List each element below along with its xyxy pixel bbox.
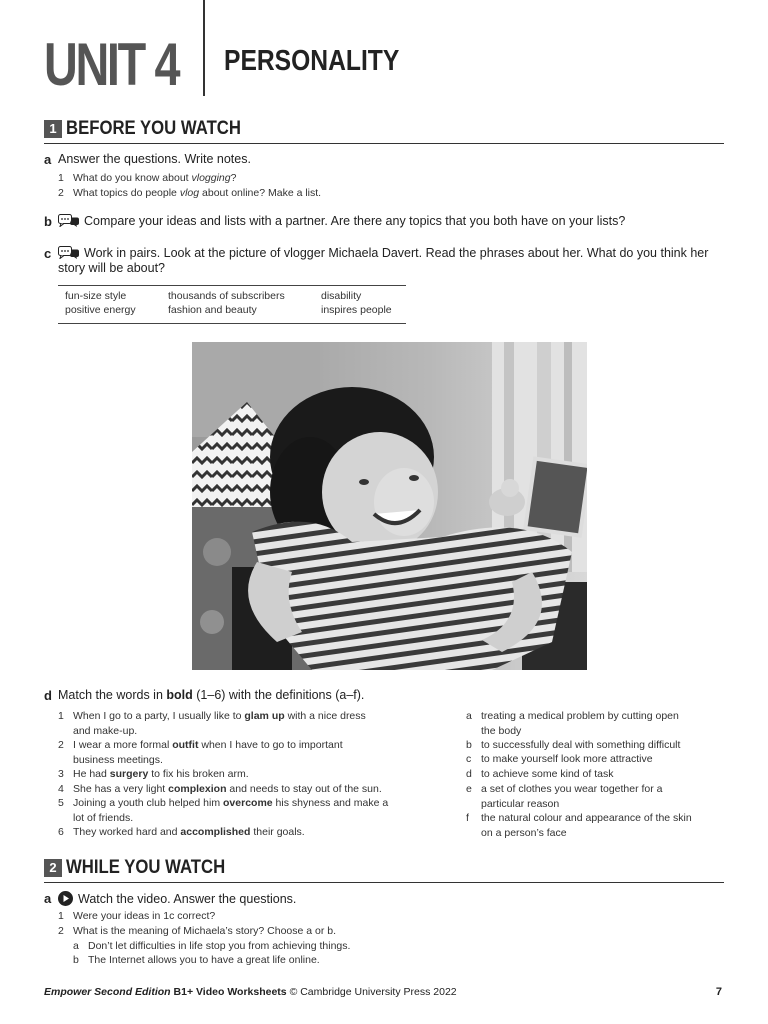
phrase: fashion and beauty <box>168 304 257 316</box>
phrase: fun-size style <box>65 290 127 302</box>
exercise-1c-instruction-cont: story will be about? <box>58 261 166 275</box>
phrase: positive energy <box>65 304 136 316</box>
exercise-1a-question-2: 2 What topics do people vlog about online? Make a list. <box>58 187 322 199</box>
exercise-2a-question-1: 1 Were your ideas in 1c correct? <box>58 910 216 922</box>
exercise-2a-letter: a <box>44 891 52 906</box>
page-number: 7 <box>715 986 722 998</box>
header-divider <box>203 0 205 96</box>
exercise-1a-question-1: 1 What do you know about vlogging? <box>58 172 237 184</box>
phrase: inspires people <box>321 304 392 316</box>
phrases-table <box>58 285 406 324</box>
exercise-2a-question-2: 2 What is the meaning of Michaela’s story? Choose a or b. <box>58 925 337 937</box>
section-1-heading <box>44 117 724 144</box>
exercise-1c-instruction: Work in pairs. Look at the picture of vlogger Michaela Davert. Read the phrases about her. What do you think her <box>58 246 708 263</box>
section-1-number: 1 <box>44 120 62 138</box>
exercise-1b-instruction: Compare your ideas and lists with a partner. Are there any topics that you both have on your lists? <box>58 214 625 231</box>
vlogger-photo <box>192 342 587 670</box>
exercise-2a-option-b: b The Internet allows you to have a great life online. <box>73 954 320 966</box>
unit-title: PERSONALITY <box>224 45 400 77</box>
exercise-2a-option-a: a Don’t let difficulties in life stop you from achieving things. <box>73 940 351 952</box>
exercise-2a-instruction: Watch the video. Answer the questions. <box>58 891 296 910</box>
section-2-number: 2 <box>44 859 62 877</box>
exercise-1a-instruction: Answer the questions. Write notes. <box>58 152 251 166</box>
exercise-1c-letter: c <box>44 246 52 261</box>
phrase: disability <box>321 290 362 302</box>
exercise-1d-instruction: Match the words in bold (1–6) with the definitions (a–f). <box>58 688 365 702</box>
play-icon <box>58 891 73 910</box>
section-2-title: WHILE YOU WATCH <box>66 857 226 878</box>
phrase: thousands of subscribers <box>168 290 285 302</box>
exercise-1b-letter: b <box>44 214 52 229</box>
speech-bubbles-icon <box>58 214 80 231</box>
section-1-title: BEFORE YOU WATCH <box>66 118 241 139</box>
footer-credit: Empower Second Edition B1+ Video Worksheets © Cambridge University Press 2022 <box>44 986 457 998</box>
exercise-1d-letter: d <box>44 688 52 703</box>
exercise-1a-letter: a <box>44 152 52 167</box>
section-2-heading <box>44 856 724 883</box>
unit-number: UNIT 4 <box>44 31 179 98</box>
